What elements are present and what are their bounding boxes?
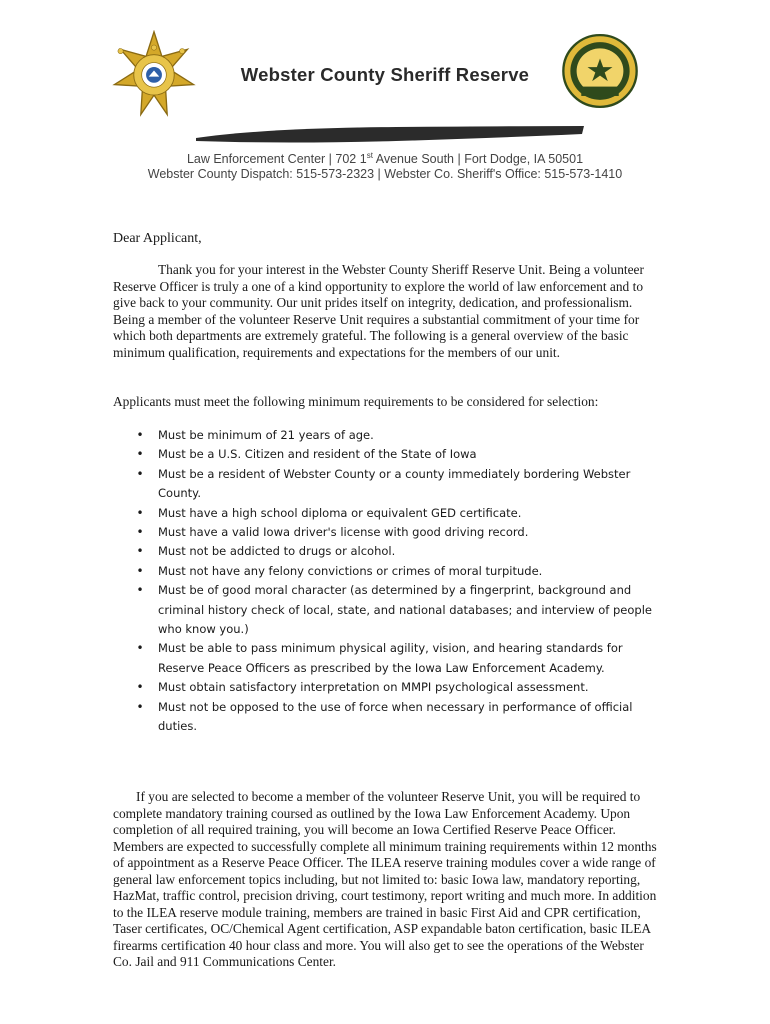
bullet-icon: • [136, 544, 144, 559]
header-swoosh-divider [196, 124, 584, 146]
training-paragraph: If you are selected to become a member of the volunteer Reserve Unit, you will be required to complete mandatory training coursed as outlined by the Iowa Law Enforcement Academy. Upon completion of all required training, you will become an Iowa Certified Reserve Peace Officer. Members are expected to successfully complete all minimum training requirements within 12 months of appointment as a Reserve Peace Officer. The ILEA reserve training modules cover a wide range of general law enforcement topics including, but not limited to: basic Iowa law, mandatory reporting, HazMat, traffic control, precision driving, court testimony, report writing and much more. In addition to the ILEA reserve module training, members are trained in basic First Aid and CPR certification, Taser certificates, OC/Chemical Agent certification, ASP expandable baton certification, basic ILEA firearms certification 40 hour class and more. You will also get to see the operations of the Webster Co. Jail and 911 Communications Center. [113, 789, 657, 969]
contact-phones: Webster County Dispatch: 515-573-2323 | Webster Co. Sheriff's Office: 515-573-1410 [147, 167, 623, 181]
list-item: • Must be a resident of Webster County or a county immediately bordering Webster County. [136, 466, 631, 501]
bullet-icon: • [136, 525, 144, 540]
bullet-icon: • [136, 583, 144, 598]
bullet-icon: • [136, 466, 144, 481]
list-item: • Must be able to pass minimum physical agility, vision, and hearing standards for Reserve Peace Officers as prescribed by the Iowa Law Enforcement Academy. [136, 641, 623, 675]
contact-address: Law Enforcement Center | 702 1st Avenue South | Fort Dodge, IA 50501 [186, 151, 584, 167]
list-item: • Must be minimum of 21 years of age. [135, 426, 665, 445]
salutation: Dear Applicant, [113, 231, 202, 246]
list-item: • Must be of good moral character (as determined by a fingerprint, background and criminal history check of local, state, and national databases; and interview of people who know you.) [136, 583, 652, 637]
list-item: • Must have a high school diploma or equivalent GED certificate. [135, 504, 665, 523]
list-item: • Must not be opposed to the use of force when necessary in performance of official duties. [136, 699, 633, 734]
list-item: • Must be a U.S. Citizen and resident of the State of Iowa [135, 445, 665, 464]
bullet-icon: • [136, 428, 144, 442]
intro-paragraph: Thank you for your interest in the Webster County Sheriff Reserve Unit. Being a volunteer Reserve Officer is truly a one of a kind opportunity to explore the world of law enforcement and to give back to your community. Our unit prides itself on integrity, dedication, and professionalism. Being a member of the volunteer Reserve Unit requires a substantial commitment of your time for which both departments are extremely grateful. The following is a general overview of the basic minimum qualification, requirements and expectations for the members of our unit. [113, 262, 644, 360]
page-title: Webster County Sheriff Reserve [240, 64, 530, 85]
list-item: • Must not have any felony convictions or crimes of moral turpitude. [135, 562, 665, 581]
list-item: • Must have a valid Iowa driver's license with good driving record. [135, 523, 665, 542]
requirements-intro: Applicants must meet the following minimum requirements to be considered for selection: [113, 394, 599, 409]
bullet-icon: • [136, 563, 144, 578]
bullet-icon: • [136, 680, 144, 695]
bullet-icon: • [136, 447, 144, 462]
bullet-icon: • [136, 505, 144, 520]
sheriff-reserve-round-logo [558, 32, 642, 110]
bullet-icon: • [136, 641, 144, 656]
bullet-icon: • [136, 699, 144, 714]
list-item: • Must obtain satisfactory interpretation on MMPI psychological assessment. [135, 678, 665, 697]
requirements-list [135, 426, 665, 737]
list-item: • Must not be addicted to drugs or alcohol. [135, 542, 665, 561]
